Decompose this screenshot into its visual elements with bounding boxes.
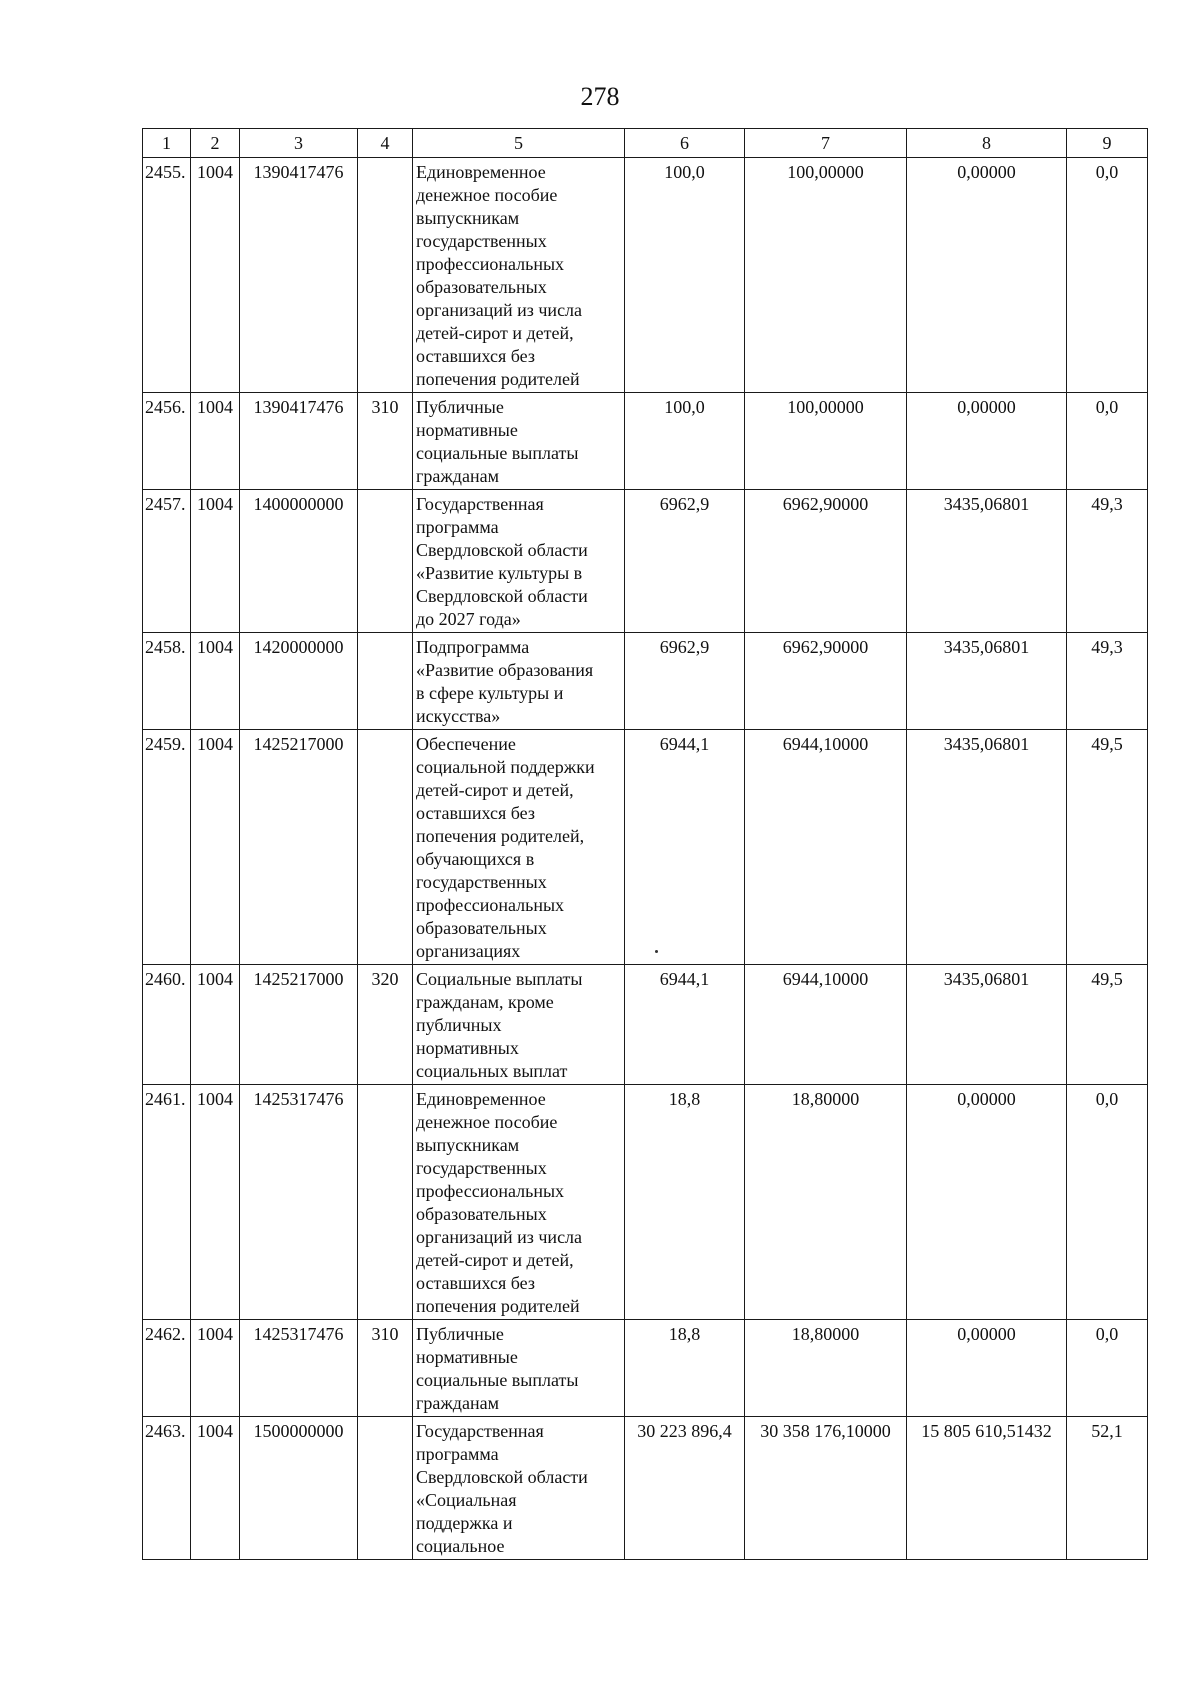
item-name-line: «Развитие образования — [416, 660, 594, 680]
item-name-line: организациях — [416, 941, 521, 961]
expense-type-code — [358, 1417, 413, 1560]
item-name — [413, 158, 625, 393]
item-name-line: программа — [416, 1444, 499, 1464]
expense-type-code — [358, 633, 413, 730]
item-name-line: социальной поддержки — [416, 757, 595, 777]
item-name-line: образовательных — [416, 277, 547, 297]
header-col-4: 4 — [358, 129, 413, 158]
item-name — [413, 490, 625, 633]
row-number: 2455. — [143, 158, 191, 393]
item-name-line: выпускникам — [416, 1135, 520, 1155]
plan-amount: 6944,1 — [625, 965, 745, 1085]
header-col-8: 8 — [907, 129, 1067, 158]
item-name-line: организаций из числа — [416, 1227, 583, 1247]
row-number: 2459. — [143, 730, 191, 965]
header-col-6: 6 — [625, 129, 745, 158]
execution-percent: 0,0 — [1067, 393, 1148, 490]
plan-amount: 100,0 — [625, 393, 745, 490]
refined-amount: 100,00000 — [745, 393, 907, 490]
refined-amount: 100,00000 — [745, 158, 907, 393]
table-row — [143, 393, 1148, 490]
table-header — [143, 129, 1148, 158]
refined-amount: 6944,10000 — [745, 730, 907, 965]
execution-percent: 0,0 — [1067, 158, 1148, 393]
row-number: 2458. — [143, 633, 191, 730]
item-name-line: «Развитие культуры в — [416, 563, 583, 583]
table-row — [143, 633, 1148, 730]
page-number: 278 — [580, 82, 620, 111]
table-row — [143, 965, 1148, 1085]
item-name-line: социальные выплаты — [416, 443, 579, 463]
header-col-3: 3 — [240, 129, 358, 158]
item-name-line: попечения родителей — [416, 1296, 580, 1316]
section-code: 1004 — [191, 1417, 240, 1560]
target-article-code: 1500000000 — [240, 1417, 358, 1560]
item-name-line: искусства» — [416, 706, 501, 726]
executed-amount: 3435,06801 — [907, 965, 1067, 1085]
item-name-line: государственных — [416, 1158, 547, 1178]
table-row — [143, 1085, 1148, 1320]
item-name — [413, 965, 625, 1085]
expense-type-code: 310 — [358, 393, 413, 490]
item-name-line: детей-сирот и детей, — [416, 323, 574, 343]
item-name-line: образовательных — [416, 1204, 547, 1224]
item-name-line: государственных — [416, 231, 547, 251]
header-row — [143, 129, 1148, 158]
item-name-line: Свердловской области — [416, 1467, 588, 1487]
item-name-line: государственных — [416, 872, 547, 892]
executed-amount: 15 805 610,51432 — [907, 1417, 1067, 1560]
header-col-7: 7 — [745, 129, 907, 158]
header-col-9: 9 — [1067, 129, 1148, 158]
header-col-2: 2 — [191, 129, 240, 158]
target-article-code: 1425217000 — [240, 730, 358, 965]
item-name-line: нормативных — [416, 1038, 519, 1058]
item-name — [413, 393, 625, 490]
item-name-line: программа — [416, 517, 499, 537]
section-code: 1004 — [191, 393, 240, 490]
target-article-code: 1425217000 — [240, 965, 358, 1085]
item-name-line: Подпрограмма — [416, 637, 530, 657]
table-body — [143, 158, 1148, 1560]
item-name-line: поддержка и — [416, 1513, 513, 1533]
executed-amount: 0,00000 — [907, 1320, 1067, 1417]
target-article-code: 1420000000 — [240, 633, 358, 730]
expense-type-code — [358, 730, 413, 965]
section-code: 1004 — [191, 730, 240, 965]
item-name-line: нормативные — [416, 420, 518, 440]
item-name-line: до 2027 года» — [416, 609, 521, 629]
refined-amount: 6944,10000 — [745, 965, 907, 1085]
refined-amount: 30 358 176,10000 — [745, 1417, 907, 1560]
item-name-line: «Социальная — [416, 1490, 517, 1510]
item-name-line: Свердловской области — [416, 540, 588, 560]
item-name-line: профессиональных — [416, 1181, 565, 1201]
section-code: 1004 — [191, 1085, 240, 1320]
refined-amount: 6962,90000 — [745, 633, 907, 730]
expense-type-code: 310 — [358, 1320, 413, 1417]
executed-amount: 3435,06801 — [907, 633, 1067, 730]
scan-artifact-dot — [655, 950, 658, 953]
item-name-line: гражданам, кроме — [416, 992, 554, 1012]
item-name-line: нормативные — [416, 1347, 518, 1367]
refined-amount: 18,80000 — [745, 1085, 907, 1320]
item-name-line: публичных — [416, 1015, 502, 1035]
executed-amount: 3435,06801 — [907, 730, 1067, 965]
target-article-code: 1425317476 — [240, 1320, 358, 1417]
refined-amount: 18,80000 — [745, 1320, 907, 1417]
item-name-line: Публичные — [416, 1324, 504, 1344]
executed-amount: 0,00000 — [907, 158, 1067, 393]
item-name-line: в сфере культуры и — [416, 683, 564, 703]
item-name-line: Публичные — [416, 397, 504, 417]
item-name-line: Свердловской области — [416, 586, 588, 606]
table-row — [143, 1320, 1148, 1417]
plan-amount: 6962,9 — [625, 490, 745, 633]
item-name-line: Государственная — [416, 494, 544, 514]
item-name-line: выпускникам — [416, 208, 520, 228]
item-name-line: Государственная — [416, 1421, 544, 1441]
item-name — [413, 730, 625, 965]
item-name-line: детей-сирот и детей, — [416, 780, 574, 800]
execution-percent: 49,3 — [1067, 490, 1148, 633]
plan-amount: 18,8 — [625, 1085, 745, 1320]
refined-amount: 6962,90000 — [745, 490, 907, 633]
item-name-line: гражданам — [416, 466, 499, 486]
item-name-line: образовательных — [416, 918, 547, 938]
table-row — [143, 730, 1148, 965]
item-name-line: профессиональных — [416, 895, 565, 915]
plan-amount: 6944,1 — [625, 730, 745, 965]
item-name-line: социальных выплат — [416, 1061, 568, 1081]
item-name-line: гражданам — [416, 1393, 499, 1413]
target-article-code: 1390417476 — [240, 393, 358, 490]
item-name — [413, 633, 625, 730]
execution-percent: 49,5 — [1067, 965, 1148, 1085]
executed-amount: 0,00000 — [907, 1085, 1067, 1320]
item-name-line: денежное пособие — [416, 185, 558, 205]
plan-amount: 30 223 896,4 — [625, 1417, 745, 1560]
plan-amount: 6962,9 — [625, 633, 745, 730]
item-name-line: оставшихся без — [416, 803, 535, 823]
section-code: 1004 — [191, 1320, 240, 1417]
expense-type-code — [358, 490, 413, 633]
row-number: 2461. — [143, 1085, 191, 1320]
execution-percent: 52,1 — [1067, 1417, 1148, 1560]
header-col-1: 1 — [143, 129, 191, 158]
section-code: 1004 — [191, 490, 240, 633]
item-name-line: оставшихся без — [416, 1273, 535, 1293]
item-name-line: денежное пособие — [416, 1112, 558, 1132]
item-name-line: организаций из числа — [416, 300, 583, 320]
expense-type-code — [358, 1085, 413, 1320]
item-name-line: Обеспечение — [416, 734, 516, 754]
item-name-line: оставшихся без — [416, 346, 535, 366]
row-number: 2456. — [143, 393, 191, 490]
section-code: 1004 — [191, 965, 240, 1085]
execution-percent: 0,0 — [1067, 1320, 1148, 1417]
item-name-line: детей-сирот и детей, — [416, 1250, 574, 1270]
item-name-line: попечения родителей, — [416, 826, 585, 846]
item-name-line: социальное — [416, 1536, 505, 1556]
expense-type-code: 320 — [358, 965, 413, 1085]
item-name — [413, 1320, 625, 1417]
table-row — [143, 158, 1148, 393]
row-number: 2457. — [143, 490, 191, 633]
section-code: 1004 — [191, 633, 240, 730]
header-col-5: 5 — [413, 129, 625, 158]
execution-percent: 49,5 — [1067, 730, 1148, 965]
target-article-code: 1425317476 — [240, 1085, 358, 1320]
item-name-line: обучающихся в — [416, 849, 535, 869]
executed-amount: 0,00000 — [907, 393, 1067, 490]
item-name-line: Единовременное — [416, 1089, 546, 1109]
plan-amount: 18,8 — [625, 1320, 745, 1417]
row-number: 2462. — [143, 1320, 191, 1417]
row-number: 2463. — [143, 1417, 191, 1560]
section-code: 1004 — [191, 158, 240, 393]
table-row — [143, 1417, 1148, 1560]
execution-percent: 49,3 — [1067, 633, 1148, 730]
item-name-line: попечения родителей — [416, 369, 580, 389]
item-name — [413, 1085, 625, 1320]
row-number: 2460. — [143, 965, 191, 1085]
item-name-line: социальные выплаты — [416, 1370, 579, 1390]
target-article-code: 1400000000 — [240, 490, 358, 633]
target-article-code: 1390417476 — [240, 158, 358, 393]
plan-amount: 100,0 — [625, 158, 745, 393]
expense-type-code — [358, 158, 413, 393]
budget-table — [142, 128, 1148, 1560]
item-name — [413, 1417, 625, 1560]
table-row — [143, 490, 1148, 633]
execution-percent: 0,0 — [1067, 1085, 1148, 1320]
item-name-line: профессиональных — [416, 254, 565, 274]
item-name-line: Социальные выплаты — [416, 969, 583, 989]
executed-amount: 3435,06801 — [907, 490, 1067, 633]
item-name-line: Единовременное — [416, 162, 546, 182]
